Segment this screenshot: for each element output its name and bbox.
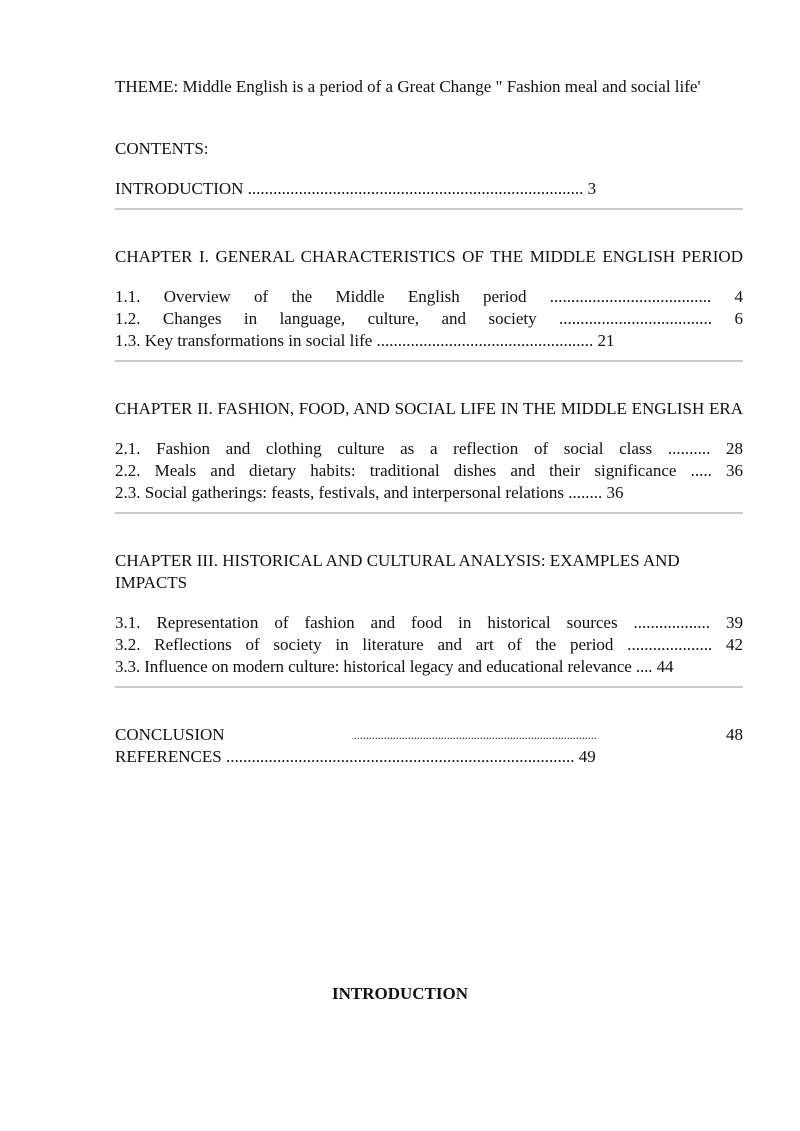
chapter-title[interactable]: CHAPTER I. GENERAL CHARACTERISTICS OF THE MIDDLE ENGLISH PERIOD — [115, 247, 743, 266]
toc-entry[interactable]: 3.3. Influence on modern culture: historical legacy and educational relevance .... 44 — [115, 657, 674, 676]
toc-entry[interactable]: 3.2. Reflections of society in literature and art of the period .................... 42 — [115, 635, 743, 654]
conclusion-leader-dots: ................................................................................. — [353, 728, 597, 742]
theme-text: THEME: Middle English is a period of a Great Change " Fashion meal and social life' — [115, 77, 701, 96]
toc-entry[interactable]: 3.1. Representation of fashion and food in historical sources .................. 39 — [115, 613, 743, 632]
chapter-item-list — [115, 286, 743, 352]
toc-entry[interactable]: 2.3. Social gatherings: feasts, festivals, and interpersonal relations ........ 36 — [115, 483, 624, 502]
toc-entry-introduction[interactable]: INTRODUCTION ............................................................................... 3 — [115, 179, 597, 198]
toc-entry-conclusion[interactable] — [115, 724, 743, 746]
toc-entry-references[interactable]: REFERENCES .................................................................................. 49 — [115, 747, 596, 766]
conclusion-label: CONCLUSION — [115, 725, 225, 744]
divider — [115, 512, 743, 514]
table-of-contents-page — [115, 76, 743, 768]
chapter-title[interactable]: CHAPTER III. HISTORICAL AND CULTURAL ANALYSIS: EXAMPLES AND IMPACTS — [115, 551, 680, 592]
toc-entry[interactable]: 1.1. Overview of the Middle English period ...................................... 4 — [115, 287, 743, 306]
toc-entry[interactable]: 2.2. Meals and dietary habits: traditional dishes and their significance ..... 36 — [115, 461, 743, 480]
chapter-item-list — [115, 438, 743, 504]
divider — [115, 360, 743, 362]
chapter-title[interactable]: CHAPTER II. FASHION, FOOD, AND SOCIAL LIFE IN THE MIDDLE ENGLISH ERA — [115, 399, 743, 418]
toc-entry[interactable]: 1.3. Key transformations in social life ................................................... 21 — [115, 331, 615, 350]
divider — [115, 208, 743, 210]
toc-entry[interactable]: 1.2. Changes in language, culture, and society .................................... 6 — [115, 309, 743, 328]
contents-label: CONTENTS: — [115, 139, 209, 158]
divider — [115, 686, 743, 688]
conclusion-page-number: 48 — [726, 725, 743, 744]
section-heading: INTRODUCTION — [331, 984, 469, 1003]
chapter-item-list — [115, 612, 743, 678]
toc-entry[interactable]: 2.1. Fashion and clothing culture as a reflection of social class .......... 28 — [115, 439, 743, 458]
